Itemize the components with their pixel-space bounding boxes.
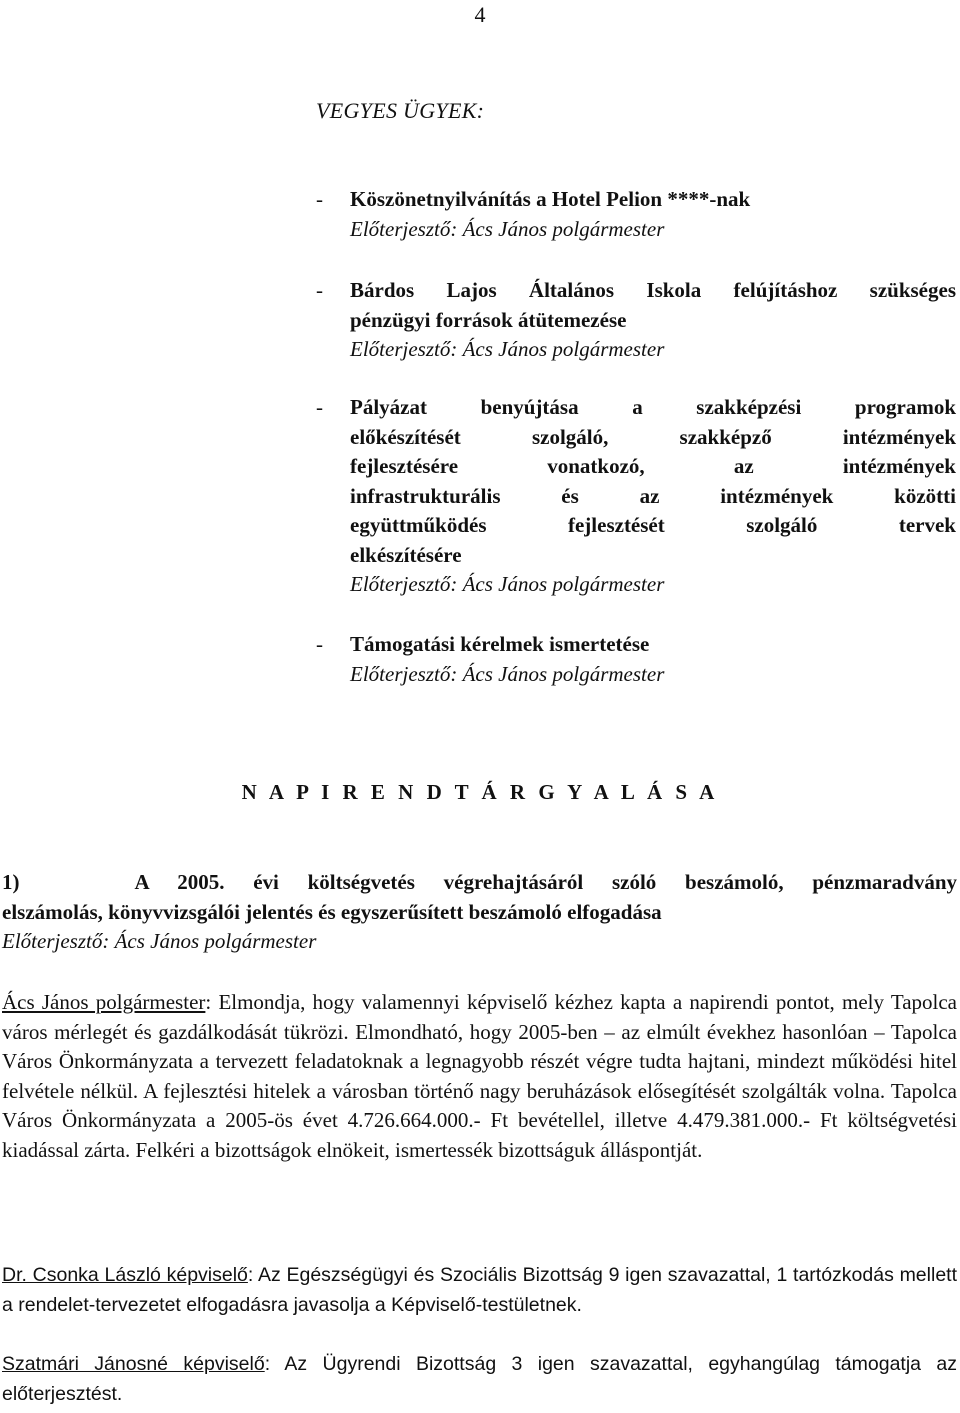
item-presenter: Előterjesztő: Ács János polgármester	[350, 572, 665, 596]
agenda-point-number: 1)	[2, 870, 20, 894]
item-title: pénzügyi források átütemezése	[350, 307, 627, 332]
list-item	[316, 630, 956, 689]
item-title: előkészítését szolgáló, szakképző intézmények	[350, 424, 956, 449]
section-title: VEGYES ÜGYEK:	[316, 98, 485, 123]
list-item	[316, 393, 956, 600]
agenda-heading: N A P I R E N D T Á R G Y A L Á S A	[241, 780, 719, 804]
list-dash: -	[316, 632, 323, 656]
item-title: Támogatási kérelmek ismertetése	[350, 632, 650, 656]
speaker-name: Szatmári Jánosné képviselő	[2, 1353, 265, 1375]
list-dash: -	[316, 395, 323, 419]
item-title: Köszönetnyilvánítás a Hotel Pelion ****-nak	[350, 187, 751, 211]
list-item	[316, 185, 956, 244]
speech-paragraph	[2, 988, 957, 1165]
speaker-name: Dr. Csonka László képviselő	[2, 1264, 248, 1286]
speech-paragraph	[2, 1261, 957, 1320]
page-number: 4	[474, 2, 486, 27]
speech-text: : Az Egészségügyi és Szociális Bizottság 9 igen szavazattal, 1 tartózkodás mellett a rendelet-tervezetet elfogadásra javasolja a Képviselő-testületnek.	[2, 1264, 958, 1316]
agenda-point	[2, 868, 957, 957]
agenda-point-presenter: Előterjesztő: Ács János polgármester	[2, 929, 317, 953]
item-presenter: Előterjesztő: Ács János polgármester	[350, 337, 665, 361]
speech-text: : Az Ügyrendi Bizottság 3 igen szavazattal, egyhangúlag támogatja az előterjesztést.	[2, 1353, 957, 1405]
item-title: elkészítésére	[350, 542, 462, 567]
speech-text: : Elmondja, hogy valamennyi képviselő kézhez kapta a napirendi pontot, mely Tapolca város mérlegét és gazdálkodását tükrözi. Elmondható, hogy 2005-ben – az elmúlt évekhez hasonlóan – Tapolca Város Önkormányzata a tervezett feladatoknak a legnagyobb részét végre tudta hajtani, mindezt működési hitel felvétele nélkül. A fejlesztési hitelek a városban történő nagy beruházások elősegítését szolgálták volna. Tapolca Város Önkormányzata a 2005-ös évet 4.726.664.000.- Ft bevétellel, illetve 4.479.381.000.- Ft költségvetési kiadással zárta. Felkéri a bizottságok elnökeit, ismertessék bizottságuk álláspontját.	[2, 990, 958, 1162]
item-title: infrastrukturális és az intézmények közötti	[350, 483, 956, 508]
agenda-point-title-line: elszámolás, könyvvizsgálói jelentés és egyszerűsített beszámoló elfogadása	[2, 899, 662, 924]
item-title: fejlesztésére vonatkozó, az intézmények	[350, 454, 956, 478]
list-dash: -	[316, 278, 323, 302]
speech-paragraph	[2, 1350, 957, 1409]
speaker-name: Ács János polgármester	[2, 990, 206, 1014]
item-title: Pályázat benyújtása a szakképzési programok	[350, 395, 956, 419]
item-title: Bárdos Lajos Általános Iskola felújításhoz szükséges	[350, 278, 956, 302]
item-presenter: Előterjesztő: Ács János polgármester	[350, 661, 665, 686]
list-dash: -	[316, 187, 323, 211]
item-title: együttműködés fejlesztését szolgáló tervek	[350, 513, 956, 537]
agenda-point-title-line: A 2005. évi költségvetés végrehajtásáról szóló beszámoló, pénzmaradvány	[134, 870, 958, 894]
item-presenter: Előterjesztő: Ács János polgármester	[350, 216, 665, 241]
agenda-point-title	[2, 868, 957, 898]
list-item	[316, 276, 956, 365]
